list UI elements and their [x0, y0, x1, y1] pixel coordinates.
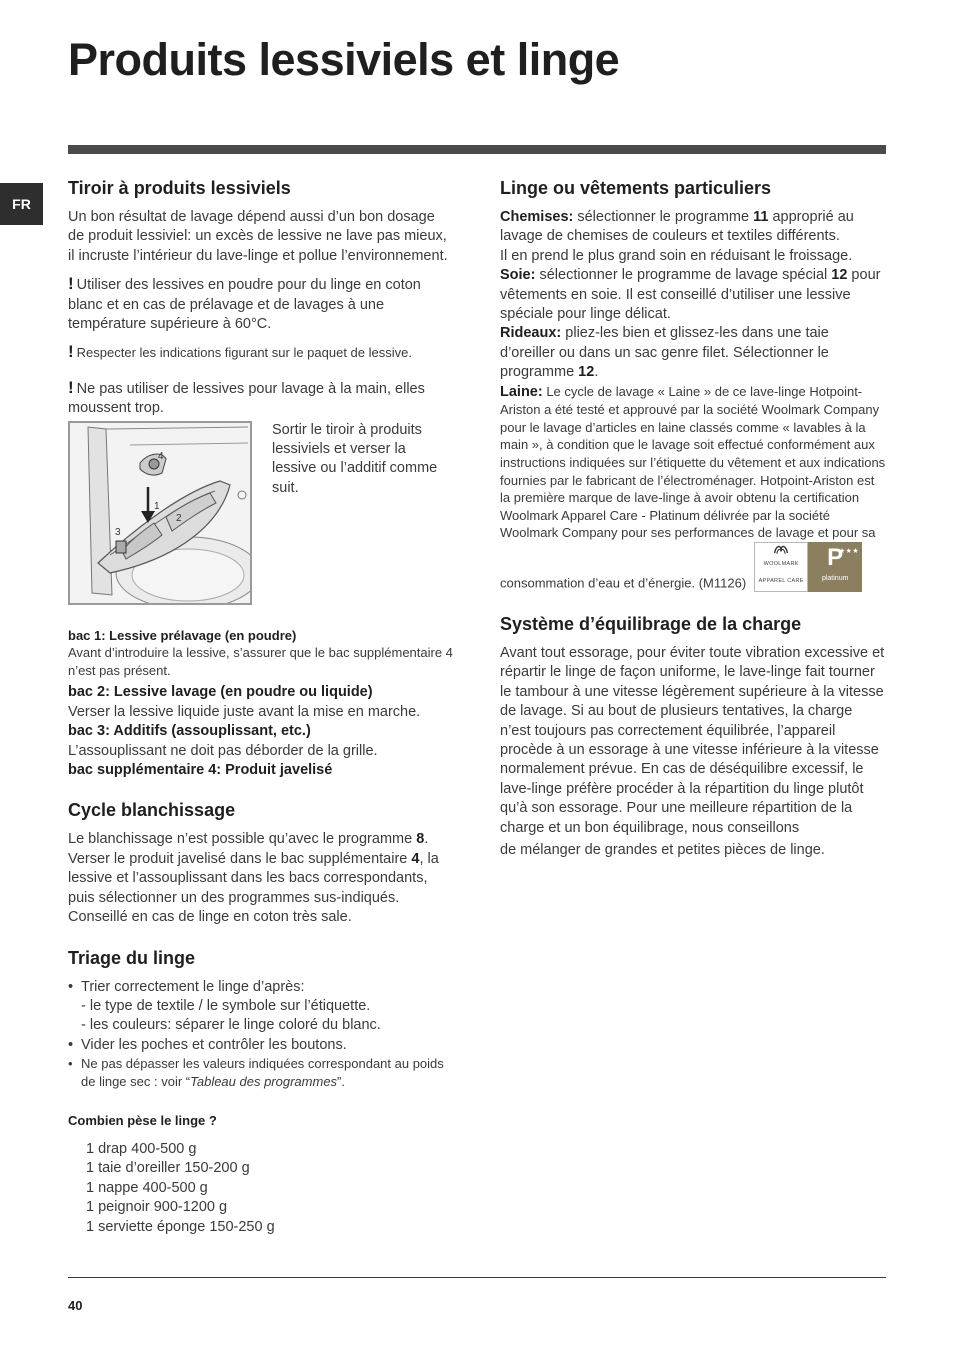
equilibrage-heading: Système d’équilibrage de la charge: [500, 614, 802, 634]
soie-paragraph: Soie: sélectionner le programme de lavage spécial 12 pour vêtements en soie. Il est conseillé d’utiliser une lessive spéciale pour linge délicat.: [500, 267, 881, 323]
chemises-paragraph-2: Il en prend le plus grand soin en réduisant le froissage.: [500, 247, 853, 264]
blanchissage-heading: Cycle blanchissage: [68, 800, 236, 821]
triage-heading: Triage du linge: [68, 947, 196, 968]
bac1-text: Avant d’introduire la lessive, s’assurer que le bac supplémentaire 4 n’est pas présent.: [68, 645, 453, 678]
list-item: • Trier correctement le linge d’après:: [68, 978, 454, 997]
drawer-label-1: 1: [154, 500, 160, 512]
triage-sub-textile: - le type de textile / le symbole sur l’étiquette.: [81, 997, 371, 1014]
weight-heading: Combien pèse le linge ?: [68, 1113, 217, 1129]
blanchissage-text: Le blanchissage n’est possible qu’avec le programme 8. Verser le produit javelisé dans le bac supplémentaire 4, la lessive et l’assouplissant dans les bacs correspondants, puis sélectionner un des programmes sus-indiqués. Conseillé en cas de linge en coton très sale.: [68, 831, 439, 926]
list-item: • Vider les poches et contrôler les boutons.: [68, 1036, 454, 1055]
list-item: 1 taie d’oreiller 150-200 g: [86, 1160, 250, 1177]
language-tab: FR: [0, 183, 43, 225]
list-item: 1 nappe 400-500 g: [86, 1179, 208, 1196]
bac2-title: bac 2: Lessive lavage (en poudre ou liquide): [68, 684, 373, 701]
stars-icon: ★★★: [838, 548, 860, 555]
tiroir-heading: Tiroir à produits lessiviels: [68, 178, 291, 198]
platinum-logo: ★★★ P platinum: [808, 542, 862, 592]
detergent-drawer-drawing: [70, 423, 250, 603]
linge-heading: Linge ou vêtements particuliers: [500, 178, 772, 198]
equilibrage-text-last: de mélanger de grandes et petites pièces de linge.: [500, 842, 825, 859]
certification-logos: [754, 542, 862, 592]
page-number: 40: [68, 1298, 83, 1313]
tiroir-intro: Un bon résultat de lavage dépend aussi d’un bon dosage de produit lessiviel: un excès de lessive ne lave pas mieux, il incruste l’intérieur du lave-linge et pollue l’environnement.: [68, 209, 448, 264]
title-divider: [68, 145, 886, 154]
laine-paragraph: Laine: Le cycle de lavage « Laine » de ce lave-linge Hotpoint-Ariston a été testé et approuvé par la société Woolmark Company pour le lavage d’articles en laine classés comme « lavables à la main », à condition que le lavage soit effectué conformément aux instructions indiquées sur l’étiquette du vêtement et aux indications fournies par le fabricant de l’électroménager. Hotpoint-Ariston est la première marque de lave-linge à avoir obtenu la certification Woolmark Apparel Care - Platinum délivrée par la société Woolmark Company pour ses performances de lavage et pour sa consommation d’eau et d’énergie. (M1126) WOOLMARK APPAREL CARE ★★★ P platinum: [500, 383, 886, 591]
woolmark-logo: WOOLMARK APPAREL CARE: [754, 542, 808, 592]
warning-icon: !: [68, 377, 74, 397]
chemises-paragraph: Chemises: sélectionner le programme 11 approprié au lavage de chemises de couleurs et textiles différents.: [500, 209, 854, 245]
list-item: 1 serviette éponge 150-250 g: [86, 1218, 275, 1235]
drawer-label-2: 2: [176, 512, 182, 524]
bac2-text: Verser la lessive liquide juste avant la mise en marche.: [68, 703, 421, 720]
list-item: • Ne pas dépasser les valeurs indiquées correspondant au poids de linge sec : voir “Tableau des programmes”.: [68, 1055, 454, 1090]
woolmark-icon: [770, 543, 792, 556]
bac3-title: bac 3: Additifs (assouplissant, etc.): [68, 723, 311, 740]
right-column: [500, 178, 886, 860]
triage-sub-colors: - les couleurs: séparer le linge coloré du blanc.: [81, 1017, 381, 1034]
drawer-label-3: 3: [115, 526, 121, 538]
bac4-title: bac supplémentaire 4: Produit javelisé: [68, 762, 333, 779]
warning-package: ! Respecter les indications figurant sur le paquet de lessive.: [68, 342, 412, 362]
footer-divider: [68, 1277, 886, 1278]
drawer-figure-row: [68, 421, 454, 605]
left-column: [68, 178, 454, 1237]
warning-powder: ! Utiliser des lessives en poudre pour du linge en coton blanc et en cas de prélavage et de lavages à une température supérieure à 60°C.: [68, 274, 421, 333]
weight-list: [68, 1140, 454, 1237]
list-item: 1 drap 400-500 g: [86, 1140, 197, 1157]
triage-list-2: [68, 1036, 454, 1091]
rideaux-paragraph: Rideaux: pliez-les bien et glissez-les dans une taie d’oreiller ou dans un sac genre filet. Sélectionner le programme 12.: [500, 325, 829, 381]
warning-icon: !: [68, 342, 74, 362]
drawer-label-4: 4: [158, 450, 164, 462]
warning-handwash: ! Ne pas utiliser de lessives pour lavage à la main, elles moussent trop.: [68, 377, 425, 417]
drawer-instructions: Sortir le tiroir à produits lessiviels et verser la lessive ou l’additif comme suit.: [272, 421, 438, 496]
equilibrage-text: Avant tout essorage, pour éviter toute vibration excessive et répartir le linge de façon uniforme, le lave-linge fait tourner le tambour à une vitesse légèrement supérieure à la vitesse de lavage. Si au bout de plusieurs tentatives, la charge n’est toujours pas correctement équilibrée, l’appareil procède à un essorage à une vitesse inférieure à la vitesse normalement prévue. En cas de déséquilibre excessif, le lave-linge préfère procéder à la répartition du linge plutôt qu’à son essorage. Pour une meilleure répartition de la charge et un bon équilibrage, nous conseillons: [500, 645, 885, 836]
bac1-title: bac 1: Lessive prélavage (en poudre): [68, 627, 297, 643]
triage-list: [68, 978, 454, 997]
page-title: Produits lessiviels et linge: [68, 34, 620, 85]
warning-icon: !: [68, 274, 74, 294]
detergent-drawer-illustration: [68, 421, 252, 605]
list-item: 1 peignoir 900-1200 g: [86, 1199, 228, 1216]
bac3-text: L’assouplissant ne doit pas déborder de la grille.: [68, 742, 378, 759]
